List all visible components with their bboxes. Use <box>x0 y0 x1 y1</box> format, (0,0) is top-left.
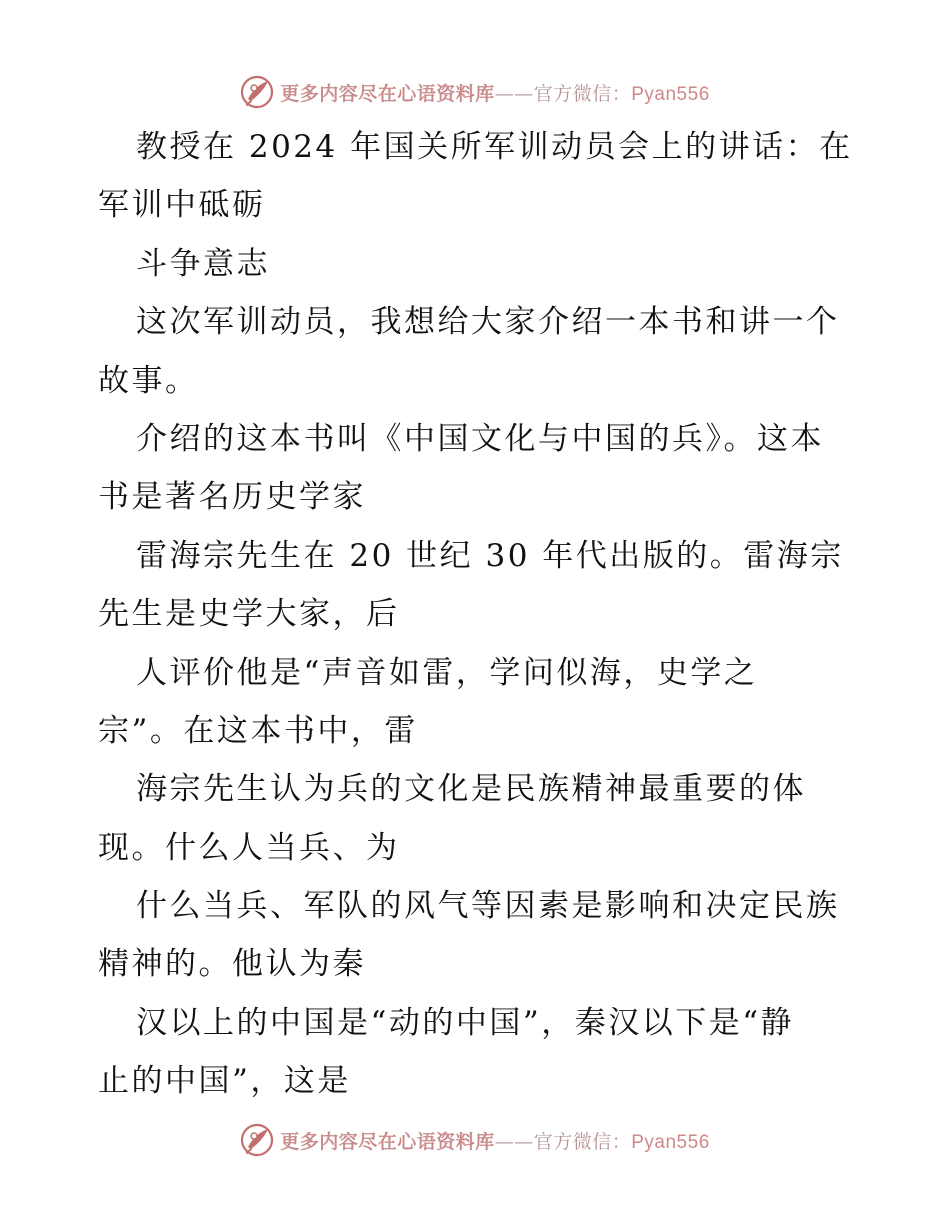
watermark-wechat-id: Pyan556 <box>631 83 710 105</box>
text-line: 宗”。在这本书中，雷 <box>98 712 418 749</box>
watermark-banner-bottom <box>0 1120 950 1160</box>
watermark-banner-top <box>0 72 950 112</box>
text-line: 这次军训动员，我想给大家介绍一本书和讲一个 <box>136 304 840 341</box>
text-line: 军训中砥砺 <box>98 187 266 224</box>
text-line: 汉以上的中国是“动的中国”，秦汉以下是“静 <box>136 1004 795 1041</box>
quill-pen-logo-icon <box>240 75 274 109</box>
text-line: 故事。 <box>98 362 199 399</box>
watermark-wechat-label: 官方微信： <box>533 1130 632 1153</box>
watermark-dash: —— <box>494 82 534 105</box>
text-line: 海宗先生认为兵的文化是民族精神最重要的体 <box>136 771 806 808</box>
text-line: 书是著名历史学家 <box>98 479 366 516</box>
text-line: 什么当兵、军队的风气等因素是影响和决定民族 <box>136 888 840 925</box>
text-line: 精神的。他认为秦 <box>98 946 366 983</box>
text-line: 介绍的这本书叫《中国文化与中国的兵》。这本 <box>136 420 824 457</box>
text-line: 止的中国”，这是 <box>98 1063 351 1100</box>
watermark-dash: —— <box>494 1130 534 1153</box>
text-line: 教授在 2024 年国关所军训动员会上的讲话：在 <box>136 129 853 165</box>
watermark-wechat-label: 官方微信： <box>533 82 632 105</box>
document-body <box>98 118 858 1111</box>
watermark-text <box>280 1127 710 1154</box>
watermark-text <box>280 79 710 106</box>
quill-pen-logo-icon <box>240 1123 274 1157</box>
text-line: 现。什么人当兵、为 <box>98 829 400 866</box>
watermark-wechat-id: Pyan556 <box>631 1131 710 1153</box>
text-line: 人评价他是“声音如雷，学问似海，史学之 <box>136 654 758 691</box>
watermark-site: 更多内容尽在心语资料库 <box>280 1130 495 1153</box>
watermark-site: 更多内容尽在心语资料库 <box>280 82 495 105</box>
text-line: 斗争意志 <box>136 245 270 282</box>
text-line: 雷海宗先生在 20 世纪 30 年代出版的。雷海宗 <box>136 537 844 574</box>
text-line: 先生是史学大家，后 <box>98 596 400 633</box>
